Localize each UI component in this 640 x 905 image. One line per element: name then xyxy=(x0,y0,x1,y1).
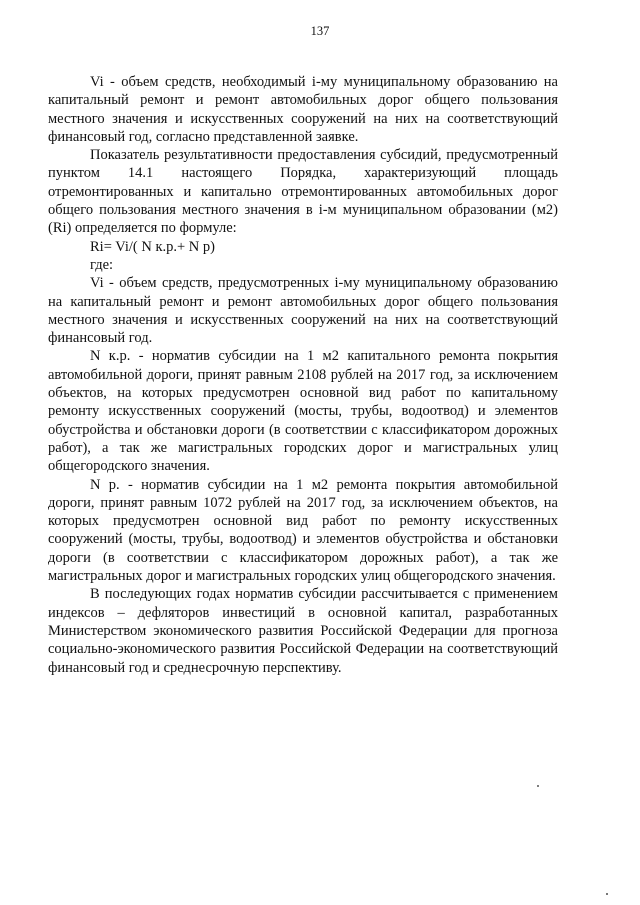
paragraph-performance-indicator: Показатель результативности предоставления субсидий, предусмотренный пунктом 14.1 настоящего Порядка, характеризующий площадь отремонтированных и капитально отремонтированных автомобильных дорог общего пользования местного значения в i-м муниципальном образовании (м2) (Ri) определяется по формуле: xyxy=(48,147,558,237)
scan-speck xyxy=(537,785,539,787)
paragraph-future-years: В последующих годах норматив субсидии рассчитывается с применением индексов – дефляторов инвестиций в основной капитал, разработанных Министерством экономического развития Российской Федерации для прогноза социально-экономического развития Российской Федерации на соответствующий финансовый год и среднесрочную перспективу. xyxy=(48,586,558,676)
formula: Ri= Vi/( N к.р.+ N р) xyxy=(90,238,215,255)
paragraph-nr-norm: N р. - норматив субсидии на 1 м2 ремонта покрытия автомобильной дороги, принят равным 1072 рублей на 2017 год, за исключением объектов, на которых предусмотрен основной вид работ по ремонту искусственных сооружений (мосты, трубы, водоотвод) и элементов обустройства и обстановки дороги (в соответствии с классификатором дорожных работ), а так же магистральных дорог и магистральных городских улиц общегородского значения. xyxy=(48,476,558,585)
paragraph-where: где: xyxy=(90,256,114,273)
paragraph-vi-definition: Vi - объем средств, необходимый i-му муниципальному образованию на капитальный ремонт и ремонт автомобильных дорог общего пользования местного значения и искусственных сооружений на них на соответствующий финансовый год, согласно представленной заявке. xyxy=(48,74,558,145)
paragraph-vi-volume: Vi - объем средств, предусмотренных i-му муниципальному образованию на капитальный ремонт и ремонт автомобильных дорог общего пользования местного значения и искусственных сооружений на них на соответствующий финансовый год. xyxy=(48,275,558,347)
document-body xyxy=(48,73,558,677)
page-number: 137 xyxy=(310,24,330,38)
paragraph-nkr-norm: N к.р. - норматив субсидии на 1 м2 капитального ремонта покрытия автомобильной дороги, принят равным 2108 рублей на 2017 год, за исключением объектов, на которых предусмотрен основной вид работ по капитальному ремонту искусственных сооружений (мосты, трубы, водоотвод) и элементов обустройства и обстановки дороги (в соответствии с классификатором дорожных работ), а так же магистральных городских дорог и магистральных улиц общегородского значения. xyxy=(48,348,558,475)
scan-speck xyxy=(606,893,608,895)
